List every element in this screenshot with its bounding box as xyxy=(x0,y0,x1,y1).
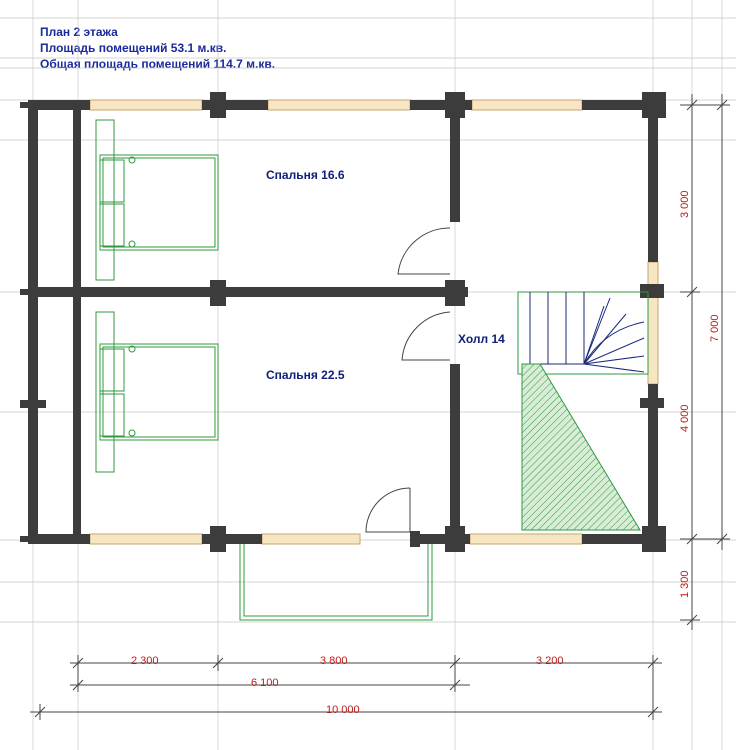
dimension-2300: 2 300 xyxy=(131,655,159,667)
dimension-7000: 7 000 xyxy=(709,314,721,342)
door-bedroom-bottom xyxy=(402,312,450,360)
dimension-1300: 1 300 xyxy=(679,570,691,598)
total-area: Общая площадь помещений 114.7 м.кв. xyxy=(40,57,276,71)
door-bedroom-top xyxy=(398,228,450,274)
dimension-4000: 4 000 xyxy=(679,404,691,432)
dimension-10000: 10 000 xyxy=(326,704,360,716)
window xyxy=(648,262,658,384)
dimension-3800: 3 800 xyxy=(320,655,348,667)
window xyxy=(90,100,202,110)
stair-void-hatch xyxy=(522,364,640,530)
bottom-windows xyxy=(90,534,582,544)
room-label-bedroom-top: Спальня 16.6 xyxy=(266,168,345,182)
dimension-6100: 6 100 xyxy=(251,677,279,689)
bed-bottom xyxy=(96,312,218,472)
window xyxy=(262,534,360,544)
dimension-3000: 3 000 xyxy=(679,190,691,218)
doors xyxy=(366,228,450,532)
window xyxy=(90,534,202,544)
door-balcony xyxy=(366,488,410,532)
window xyxy=(470,534,582,544)
staircase xyxy=(518,292,648,374)
window xyxy=(472,100,582,110)
plan-title: План 2 этажа xyxy=(40,25,118,39)
window xyxy=(268,100,410,110)
dimension-3200: 3 200 xyxy=(536,655,564,667)
dimension-lines-right xyxy=(680,94,730,630)
room-label-hall: Холл 14 xyxy=(458,332,505,346)
bed-top xyxy=(96,120,218,280)
room-label-bedroom-bottom: Спальня 22.5 xyxy=(266,368,345,382)
room-area: Площадь помещений 53.1 м.кв. xyxy=(40,41,227,55)
top-windows xyxy=(90,100,582,110)
